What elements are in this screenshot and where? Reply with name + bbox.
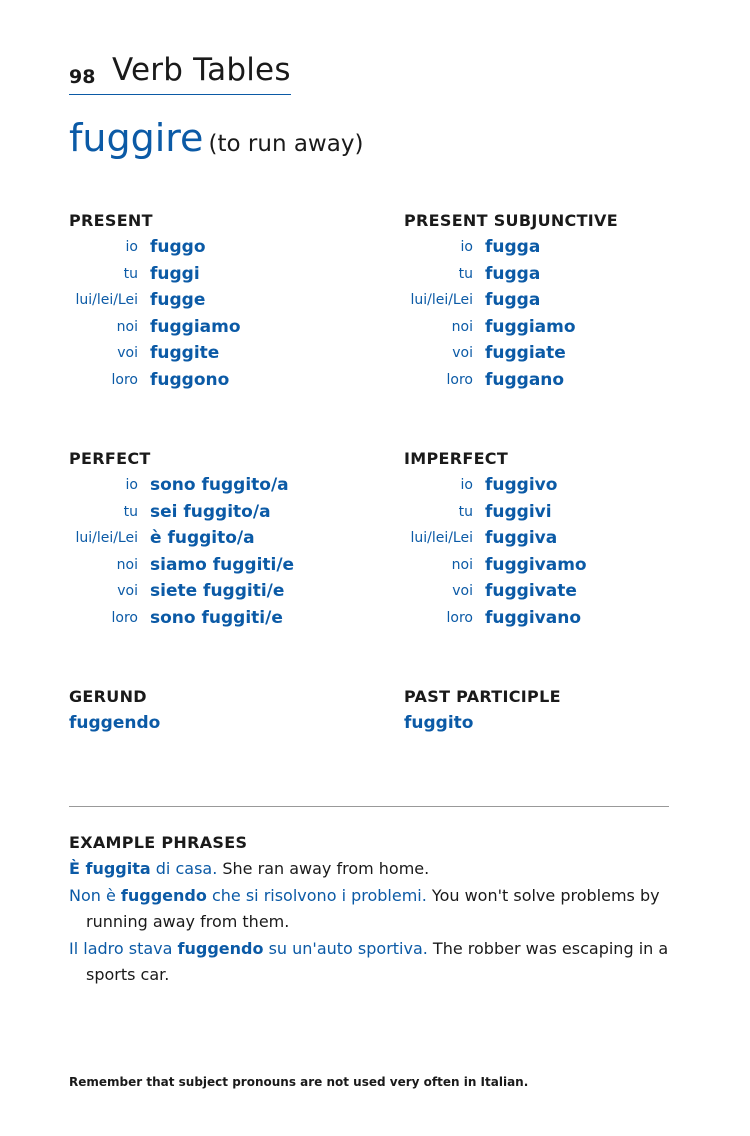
verb-form: fuggi [150, 263, 200, 284]
verb-form: fuggivamo [485, 554, 587, 575]
pronoun: loro [446, 609, 473, 626]
conjugation-row [69, 287, 369, 314]
example-italian-pre: Il ladro stava [69, 938, 178, 958]
verb-form: fuggiva [485, 528, 558, 548]
conjugation-row [404, 234, 704, 261]
verb-form: fuggendo [69, 713, 161, 733]
pronoun: loro [111, 609, 138, 626]
pronoun: tu [123, 503, 138, 520]
conjugation-row [404, 605, 704, 632]
verb-form: fugga [485, 290, 541, 310]
conjugation-row [404, 261, 704, 288]
tense-title: PAST PARTICIPLE [404, 687, 561, 706]
tense-gerund [69, 684, 369, 736]
example-italian-bold: fuggendo [120, 885, 207, 905]
verb-form: fuggivate [485, 581, 577, 601]
verb-form: sono fuggito/a [150, 475, 289, 495]
example-italian-post: di casa. [150, 859, 218, 878]
section-title: Verb Tables [112, 52, 291, 88]
verb-meaning: (to run away) [208, 131, 364, 157]
tense-title: IMPERFECT [404, 449, 509, 468]
verb-form: fuggivo [485, 475, 558, 495]
conjugation-row [69, 472, 369, 499]
example-phrase [69, 883, 669, 936]
tense-perfect [69, 446, 369, 631]
verb-form: fuggivano [485, 607, 581, 628]
verb-form: fuggite [150, 343, 220, 363]
example-italian-pre: Non è [69, 885, 121, 905]
tense-title: PERFECT [69, 449, 151, 468]
verb-form: siete fuggiti/e [150, 581, 285, 601]
pronoun: io [125, 477, 138, 493]
conjugation-row [69, 367, 369, 394]
conjugation-row [404, 314, 704, 341]
pronoun: noi [451, 556, 473, 573]
verb-form: fuggo [150, 237, 206, 257]
verb-form: fuggiamo [150, 316, 241, 337]
pronoun: noi [451, 318, 473, 335]
divider [69, 806, 669, 807]
conjugation-row [404, 525, 704, 552]
pronoun: noi [116, 556, 138, 573]
verb-form: fuggiate [485, 343, 566, 363]
conjugation-row [69, 578, 369, 605]
verb-form: sei fuggito/a [150, 501, 271, 522]
pronoun: voi [117, 583, 138, 599]
verb-form: siamo fuggiti/e [150, 554, 295, 575]
conjugation-row [69, 340, 369, 367]
example-italian-bold: È fuggita [69, 859, 151, 878]
example-phrase [69, 856, 669, 883]
example-italian-post: su un'auto sportiva. [263, 938, 428, 958]
example-english: She ran away from home. [217, 859, 430, 878]
pronoun: lui/lei/Lei [410, 530, 473, 546]
page-header [69, 52, 291, 95]
verb-form: è fuggito/a [150, 528, 255, 548]
verb-form: fuggivi [485, 501, 552, 522]
tense-present-subjunctive [404, 208, 704, 393]
tense-imperfect [404, 446, 704, 631]
example-english: You won't solve problems by running away from them. [86, 885, 660, 931]
verb-form: fugge [150, 290, 206, 310]
pronoun: voi [452, 345, 473, 361]
tense-title: PRESENT SUBJUNCTIVE [404, 211, 618, 230]
pronoun: tu [458, 265, 473, 282]
footer-note: Remember that subject pronouns are not used very often in Italian. [69, 1075, 529, 1089]
verb-form: fuggito [404, 713, 474, 733]
pronoun: loro [446, 371, 473, 388]
conjugation-row [404, 287, 704, 314]
example-italian-post: che si risolvono i problemi. [206, 885, 427, 905]
pronoun: tu [458, 503, 473, 520]
example-english: The robber was escaping in a sports car. [86, 938, 669, 984]
examples-title: EXAMPLE PHRASES [69, 833, 248, 852]
pronoun: noi [116, 318, 138, 335]
tense-present [69, 208, 369, 393]
conjugation-row [404, 578, 704, 605]
verb-form: fuggano [485, 369, 565, 390]
conjugation-row [69, 605, 369, 632]
conjugation-row [404, 340, 704, 367]
verb-form: fuggono [150, 369, 230, 390]
verb-infinitive: fuggire [69, 116, 204, 160]
verb-form: sono fuggiti/e [150, 607, 283, 628]
conjugation-row [69, 552, 369, 579]
example-italian-bold: fuggendo [177, 938, 264, 958]
conjugation-row [404, 499, 704, 526]
verb-form: fuggiamo [485, 316, 576, 337]
verb-form: fugga [485, 237, 541, 257]
conjugation-row [69, 234, 369, 261]
pronoun: lui/lei/Lei [75, 530, 138, 546]
verb-form: fugga [485, 263, 541, 284]
pronoun: loro [111, 371, 138, 388]
pronoun: lui/lei/Lei [75, 292, 138, 308]
tense-title: PRESENT [69, 211, 153, 230]
conjugation-row [69, 261, 369, 288]
pronoun: io [460, 477, 473, 493]
conjugation-row [69, 499, 369, 526]
example-phrases [69, 830, 669, 989]
pronoun: lui/lei/Lei [410, 292, 473, 308]
pronoun: tu [123, 265, 138, 282]
pronoun: voi [117, 345, 138, 361]
page-number: 98 [69, 66, 96, 88]
conjugation-row [404, 367, 704, 394]
conjugation-row [69, 314, 369, 341]
pronoun: io [460, 239, 473, 255]
conjugation-row [404, 552, 704, 579]
conjugation-row [69, 525, 369, 552]
pronoun: voi [452, 583, 473, 599]
pronoun: io [125, 239, 138, 255]
tense-past-participle [404, 684, 704, 736]
conjugation-row [404, 472, 704, 499]
tense-title: GERUND [69, 687, 147, 706]
example-phrase [69, 936, 669, 989]
verb-heading [69, 116, 363, 160]
